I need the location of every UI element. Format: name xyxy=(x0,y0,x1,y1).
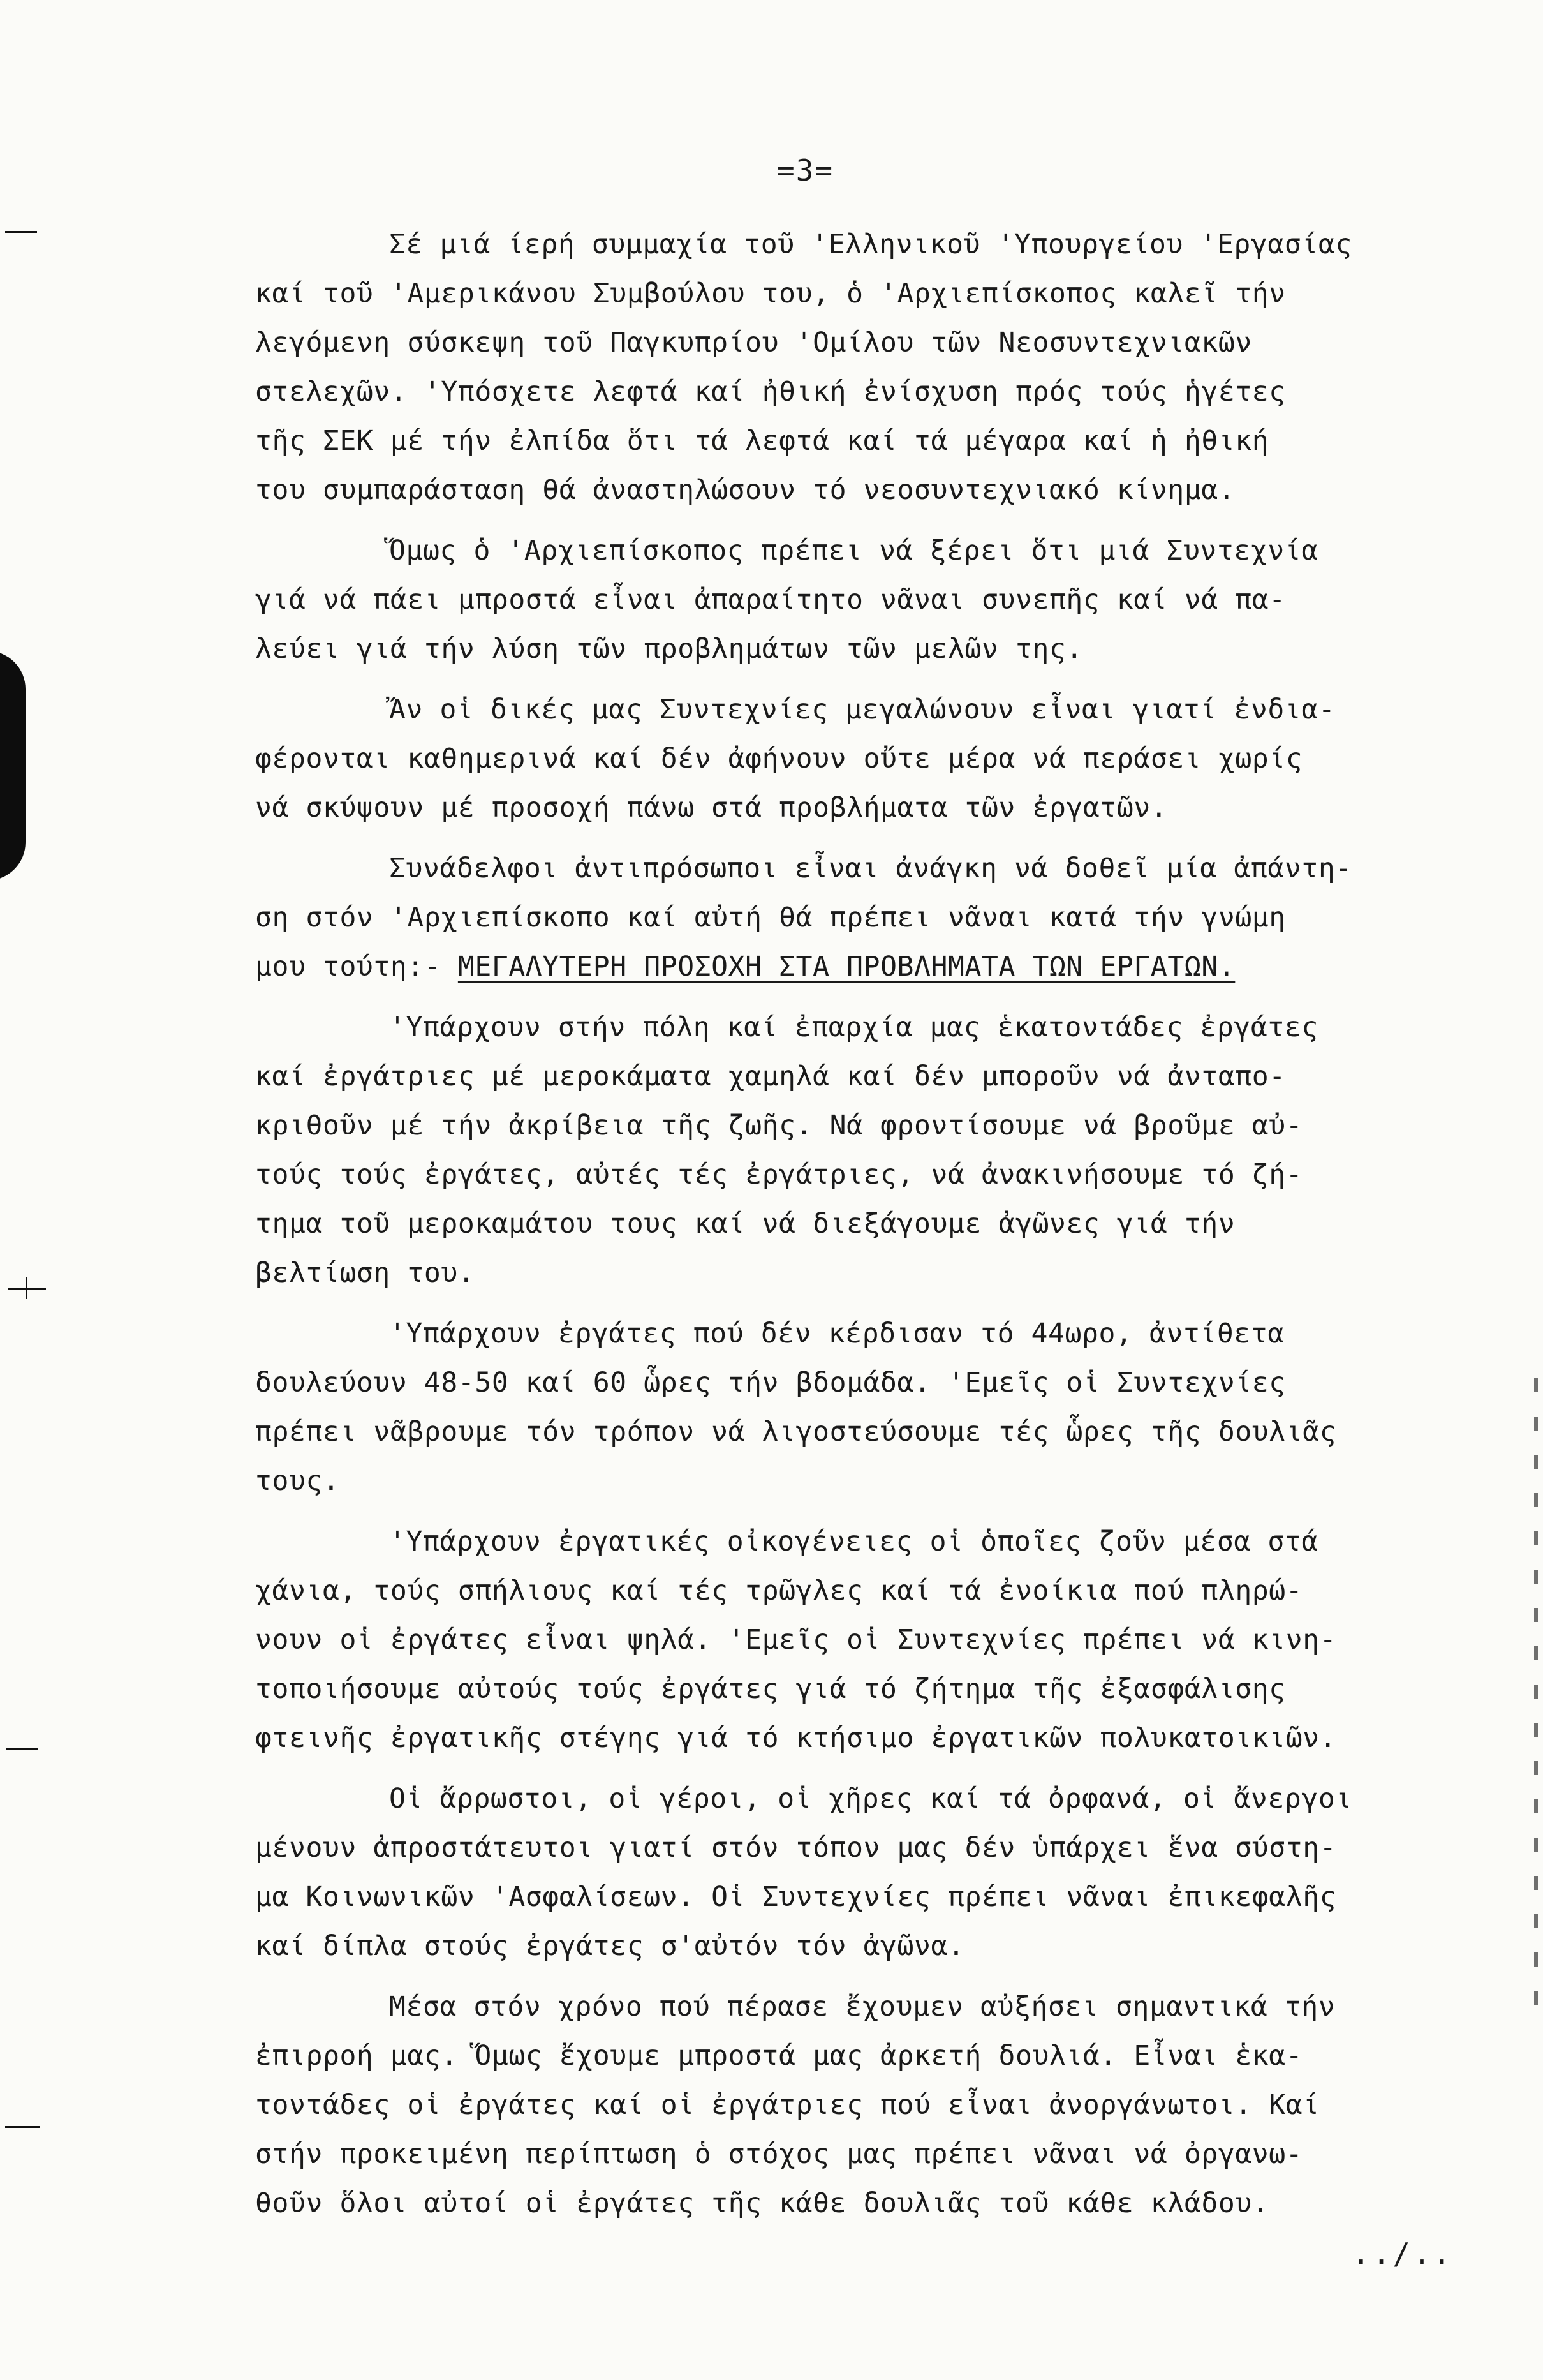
margin-tick-mark xyxy=(26,1277,27,1299)
text-line: δουλεύουν 48-50 καί 60 ὧρες τήν βδομάδα. 'Εμεῖς οἱ Συντεχνίες xyxy=(255,1367,1286,1399)
text-line: φέρονται καθημερινά καί δέν ἀφήνουν οὔτε μέρα νά περάσει χωρίς xyxy=(255,743,1303,775)
text-line: τῆς ΣΕΚ μέ τήν ἐλπίδα ὅτι τά λεφτά καί τά μέγαρα καί ἡ ἠθική xyxy=(255,425,1269,457)
text-line: Σέ μιά ίερή συμμαχία τοῦ 'Ελληνικοῦ 'Υπουργείου 'Εργασίας xyxy=(389,228,1352,260)
text-line: καί δίπλα στούς ἐργάτες σ'αὐτόν τόν ἀγῶνα. xyxy=(255,1930,965,1962)
body-text xyxy=(255,220,1505,2240)
text-line: τούς τούς ἐργάτες, αὐτές τές ἐργάτριες, νά ἀνακινήσουμε τό ζή- xyxy=(255,1159,1303,1191)
text-line: μου τούτη:- xyxy=(255,951,458,983)
text-line: του συμπαράσταση θά ἀναστηλώσουν τό νεοσυντεχνιακό κίνημα. xyxy=(255,474,1236,506)
text-line: τους. xyxy=(255,1465,340,1497)
text-line: 'Υπάρχουν ἐργατικές οἰκογένειες οἱ ὁποῖες ζοῦν μέσα στά xyxy=(389,1526,1318,1558)
text-line-with-emphasis xyxy=(255,942,1505,992)
margin-tick-mark xyxy=(5,2126,40,2128)
paragraph xyxy=(255,1309,1505,1506)
text-line: πρέπει νᾶβρουμε τόν τρόπον νά λιγοστεύσουμε τές ὧρες τῆς δουλιᾶς xyxy=(255,1416,1337,1448)
text-line: Μέσα στόν χρόνο πού πέρασε ἔχουμεν αὐξήσει σημαντικά τήν xyxy=(389,1991,1336,2023)
scan-edge-mark xyxy=(1534,1378,1538,2016)
text-line: λεύει γιά τήν λύση τῶν προβλημάτων τῶν μελῶν της. xyxy=(255,633,1083,665)
scan-binding-mark xyxy=(0,651,26,881)
text-line: ἐπιρροή μας. Ὅμως ἔχουμε μπροστά μας ἀρκετή δουλιά. Εἶναι ἑκα- xyxy=(255,2040,1303,2072)
paragraph xyxy=(255,220,1505,515)
paragraph xyxy=(255,1774,1505,1971)
text-line: καί τοῦ 'Αμερικάνου Συμβούλου του, ὁ 'Αρχιεπίσκοπος καλεῖ τήν xyxy=(255,278,1286,309)
text-line: 'Υπάρχουν ἐργάτες πού δέν κέρδισαν τό 44ωρο, ἀντίθετα xyxy=(389,1318,1285,1350)
margin-tick-mark xyxy=(5,231,37,233)
text-line: στελεχῶν. 'Υπόσχετε λεφτά καί ἠθική ἐνίσχυση πρός τούς ἡγέτες xyxy=(255,376,1286,408)
text-line: φτεινῆς ἐργατικῆς στέγης γιά τό κτήσιμο ἐργατικῶν πολυκατοικιῶν. xyxy=(255,1722,1337,1754)
text-line: χάνια, τούς σπήλιους καί τές τρῶγλες καί τά ἐνοίκια πού πληρώ- xyxy=(255,1575,1303,1607)
text-line: θοῦν ὅλοι αὐτοί οἱ ἐργάτες τῆς κάθε δουλιᾶς τοῦ κάθε κλάδου. xyxy=(255,2187,1269,2219)
paragraph xyxy=(255,1517,1505,1763)
text-line: μα Κοινωνικῶν 'Ασφαλίσεων. Οἱ Συντεχνίες πρέπει νᾶναι ἐπικεφαλῆς xyxy=(255,1881,1337,1913)
text-line: 'Υπάρχουν στήν πόλη καί ἐπαρχία μας ἑκατοντάδες ἐργάτες xyxy=(389,1011,1318,1043)
paragraph xyxy=(255,1982,1505,2228)
text-line: Συνάδελφοι ἀντιπρόσωποι εἶναι ἀνάγκη νά δοθεῖ μία ἀπάντη- xyxy=(389,852,1352,884)
continuation-mark: ../.. xyxy=(1352,2236,1454,2271)
emphasis-heading: ΜΕΓΑΛΥΤΕΡΗ ΠΡΟΣΟΧΗ ΣΤΑ ΠΡΟΒΛΗΜΑΤΑ ΤΩΝ ΕΡΓΑΤΩΝ. xyxy=(457,951,1236,983)
text-line: στήν προκειμένη περίπτωση ὁ στόχος μας πρέπει νᾶναι νά ὀργανω- xyxy=(255,2138,1303,2170)
text-line: γιά νά πάει μπροστά εἶναι ἀπαραίτητο νᾶναι συνεπῆς καί νά πα- xyxy=(255,584,1286,616)
paragraph xyxy=(255,526,1505,674)
paragraph xyxy=(255,1003,1505,1298)
text-line: Ὅμως ὁ 'Αρχιεπίσκοπος πρέπει νά ξέρει ὅτι μιά Συντεχνία xyxy=(389,535,1318,567)
text-line: βελτίωση του. xyxy=(255,1257,475,1289)
text-line: τοντάδες οἱ ἐργάτες καί οἱ ἐργάτριες πού εἶναι ἀνοργάνωτοι. Καί xyxy=(255,2089,1320,2121)
text-line: μένουν ἀπροστάτευτοι γιατί στόν τόπον μας δέν ὑπάρχει ἕνα σύστη- xyxy=(255,1832,1337,1864)
page-number: =3= xyxy=(777,153,834,188)
text-line: νά σκύψουν μέ προσοχή πάνω στά προβλήματα τῶν ἐργατῶν. xyxy=(255,792,1168,824)
text-line: καί ἐργάτριες μέ μεροκάματα χαμηλά καί δέν μποροῦν νά ἀνταπο- xyxy=(255,1060,1286,1092)
paragraph xyxy=(255,685,1505,833)
text-line: τοποιήσουμε αὐτούς τούς ἐργάτες γιά τό ζήτημα τῆς ἐξασφάλισης xyxy=(255,1673,1286,1705)
text-line: Οἱ ἄρρωστοι, οἱ γέροι, οἱ χῆρες καί τά ὀρφανά, οἱ ἄνεργοι xyxy=(389,1783,1352,1815)
paragraph xyxy=(255,844,1505,992)
text-line: κριθοῦν μέ τήν ἀκρίβεια τῆς ζωῆς. Νά φροντίσουμε νά βροῦμε αὐ- xyxy=(255,1110,1303,1142)
text-line: νουν οἱ ἐργάτες εἶναι ψηλά. 'Εμεῖς οἱ Συντεχνίες πρέπει νά κινη- xyxy=(255,1624,1337,1656)
text-line: Ἄν οἱ δικές μας Συντεχνίες μεγαλώνουν εἶναι γιατί ἐνδια- xyxy=(389,694,1336,725)
text-line: ση στόν 'Αρχιεπίσκοπο καί αὐτή θά πρέπει νᾶναι κατά τήν γνώμη xyxy=(255,902,1286,933)
margin-tick-mark xyxy=(6,1748,38,1750)
text-line: λεγόμενη σύσκεψη τοῦ Παγκυπρίου 'Ομίλου τῶν Νεοσυντεχνιακῶν xyxy=(255,327,1252,359)
text-line: τημα τοῦ μεροκαμάτου τους καί νά διεξάγουμε ἀγῶνες γιά τήν xyxy=(255,1208,1236,1240)
